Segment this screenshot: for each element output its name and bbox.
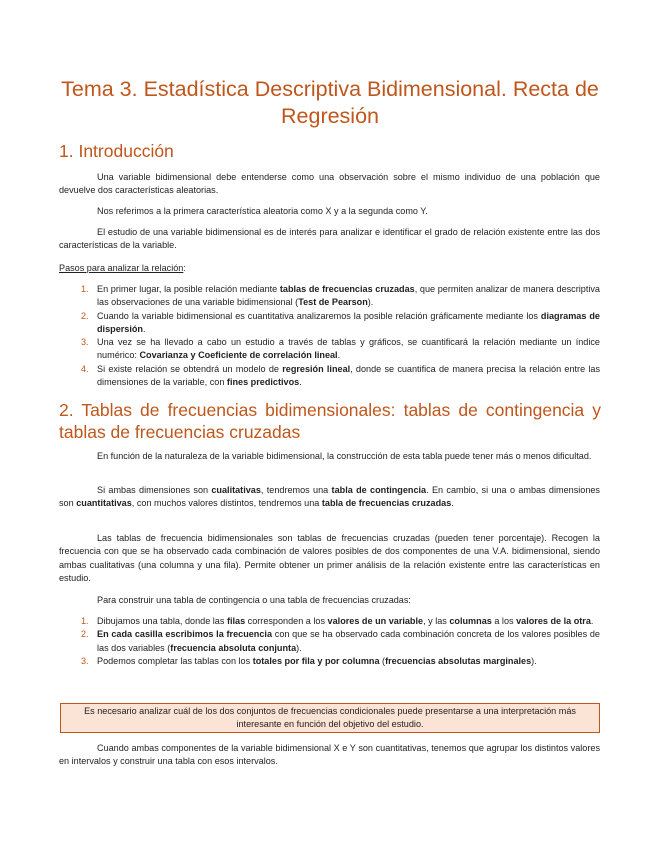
list-item: 2. Cuando la variable bidimensional es cuantitativa analizaremos la posible relación gráficamente mediante los diagramas de dispersión. — [81, 310, 600, 334]
section-2-paragraph-4: Para construir una tabla de contingencia o una tabla de frecuencias cruzadas: — [97, 595, 411, 605]
analysis-steps-list — [59, 283, 600, 389]
section-2-paragraph-5: Cuando ambas componentes de la variable bidimensional X e Y son cuantitativas, tenemos que agrupar los distintos valores en intervalos y construir una tabla con esos intervalos. — [59, 743, 600, 767]
list-item: 3. Podemos completar las tablas con los totales por fila y por columna (frecuencias absolutas marginales). — [81, 655, 537, 666]
section-2-paragraph-3: Las tablas de frecuencia bidimensionales son tablas de frecuencias cruzadas (pueden tener porcentaje). Recogen la frecuencia con que se ha observado cada combinación de valores posibles de dos componentes de una V.A. bidimensional, siendo ambas cualitativas (una columna y una fila). Permite obtener un primer análisis de la relación existente entre las características en estudio. — [59, 533, 600, 583]
section-1-paragraph-1: Una variable bidimensional debe entenderse como una observación sobre el mismo individuo de una población que devuelve dos características aleatorias. — [59, 172, 600, 196]
construction-steps-list — [59, 615, 600, 668]
section-2-heading: 2. Tablas de frecuencias bidimensionales: tablas de contingencia y tablas de frecuencias cruzadas — [59, 400, 601, 442]
page-title: Tema 3. Estadística Descriptiva Bidimensional. Recta de Regresión — [61, 77, 599, 128]
section-1-heading: 1. Introducción — [59, 141, 174, 161]
section-1-paragraph-2: Nos referimos a la primera característica aleatoria como X y a la segunda como Y. — [97, 206, 428, 216]
section-2-paragraph-1: En función de la naturaleza de la variable bidimensional, la construcción de esta tabla puede tener más o menos dificultad. — [97, 451, 592, 461]
list-item: 2. En cada casilla escribimos la frecuencia con que se ha observado cada combinación concreta de los valores posibles de las dos variables (frecuencia absoluta conjunta). — [81, 629, 600, 653]
list-item: 4. Si existe relación se obtendrá un modelo de regresión lineal, donde se cuantifica de manera precisa la relación entre las dimensiones de la variable, con fines predictivos. — [81, 363, 600, 388]
list-item: 3. Una vez se ha llevado a cabo un estudio a través de tablas y gráficos, se cuantificará la relación mediante un índice numérico: Covarianza y Coeficiente de correlación lineal. — [81, 337, 600, 361]
steps-label: Pasos para analizar la relación: — [59, 263, 186, 273]
list-item: 1. Dibujamos una tabla, donde las filas corresponden a los valores de un variable, y las columnas a los valores de la otra. — [81, 616, 594, 626]
note-box: Es necesario analizar cuál de los dos conjuntos de frecuencias condicionales puede presentarse a una interpretación más interesante en función del objetivo del estudio. — [60, 703, 600, 733]
section-2-paragraph-2: Si ambas dimensiones son cualitativas, tendremos una tabla de contingencia. En cambio, si una o ambas dimensiones son cuantitativas, con muchos valores distintos, tendremos una tabla de frecuencias cruzadas. — [59, 485, 600, 509]
list-item: 1. En primer lugar, la posible relación mediante tablas de frecuencias cruzadas, que permiten analizar de manera descriptiva las observaciones de una variable bidimensional (Test de Pearson). — [81, 284, 600, 308]
section-1-paragraph-3: El estudio de una variable bidimensional es de interés para analizar e identificar el grado de relación existente entre las dos características de la variable. — [59, 227, 600, 251]
